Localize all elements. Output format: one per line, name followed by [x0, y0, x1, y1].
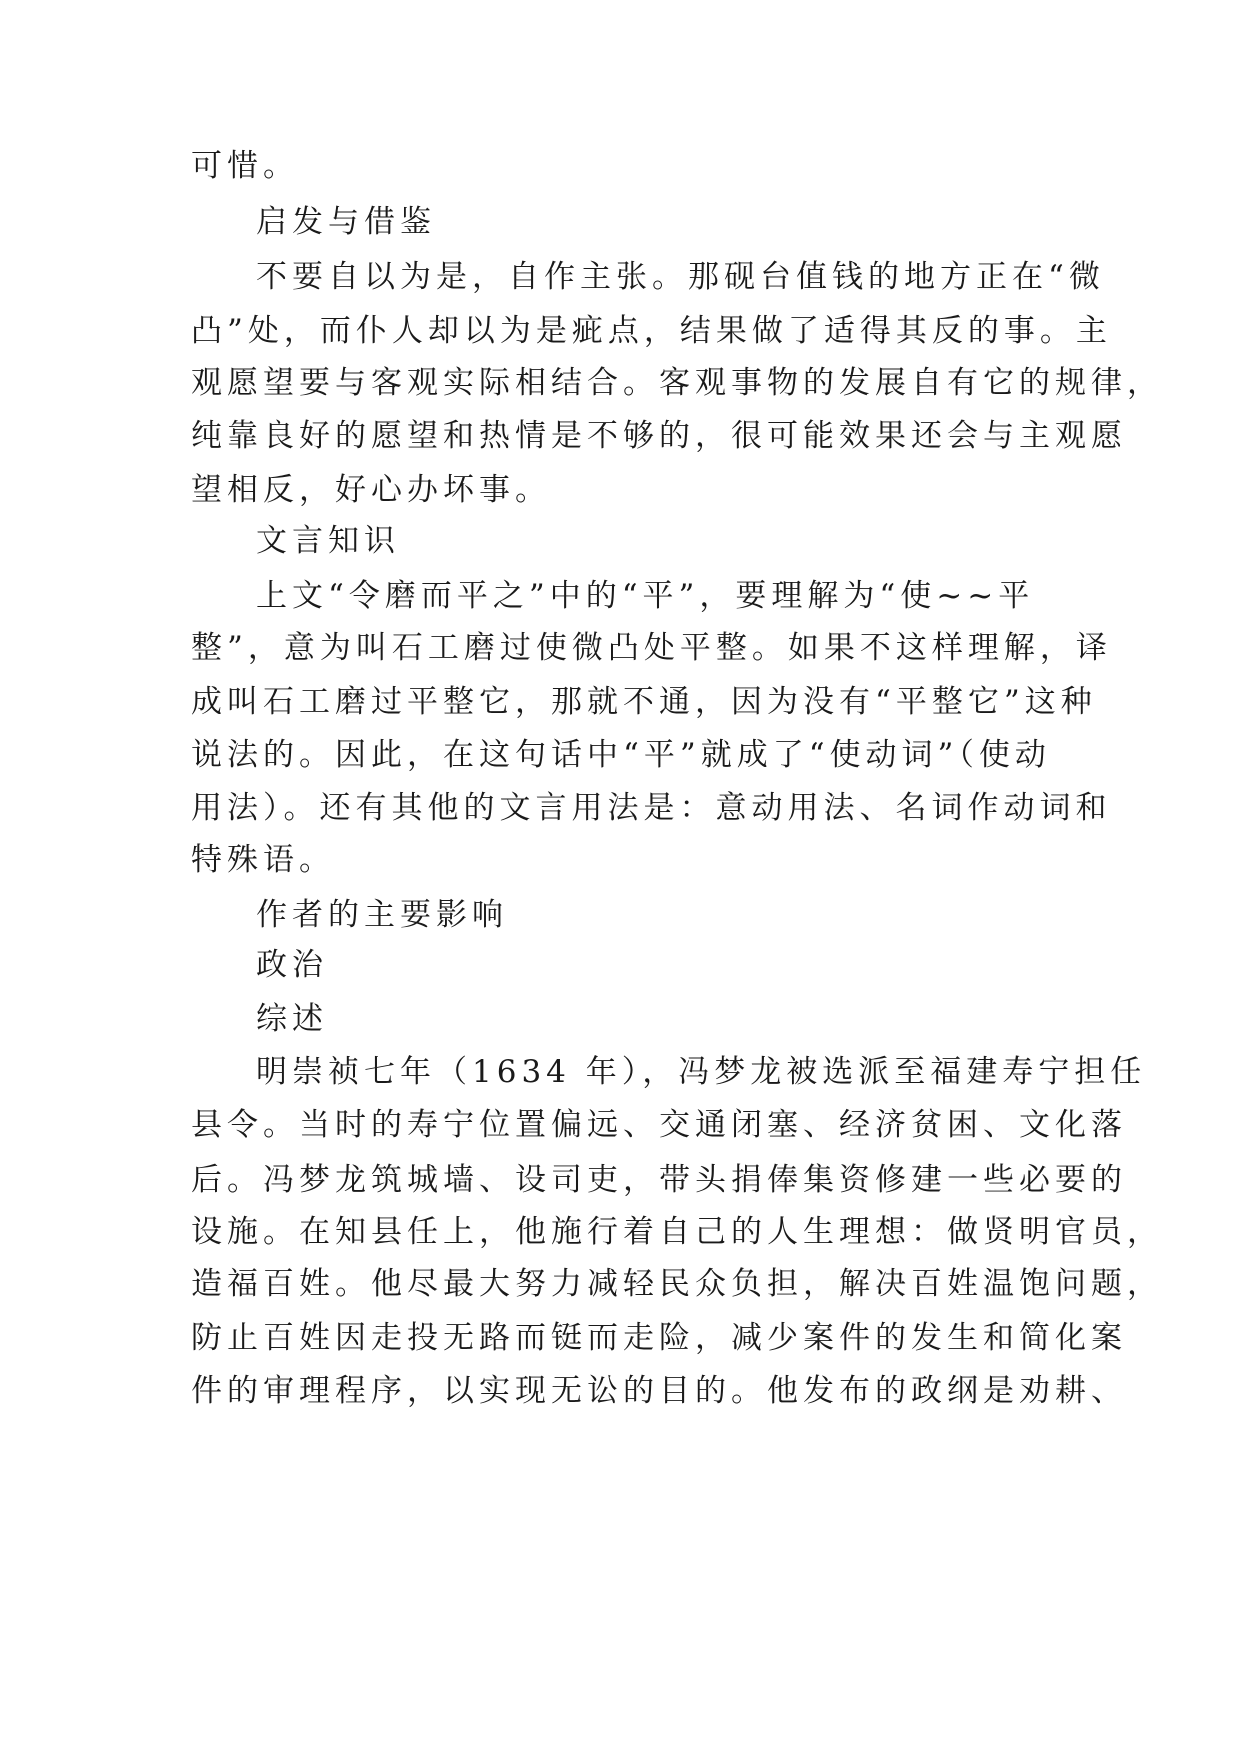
text-line: 造福百姓。他尽最大努力减轻民众负担，解决百姓温饱问题，	[191, 1266, 1163, 1302]
text-line: 纯靠良好的愿望和热情是不够的，很可能效果还会与主观愿	[191, 418, 1127, 454]
text-line: 上文“令磨而平之”中的“平”，要理解为“使~~平	[256, 578, 1035, 614]
section-heading: 综述	[256, 1001, 328, 1037]
section-heading: 启发与借鉴	[256, 204, 436, 240]
text-line: 整”，意为叫石工磨过使微凸处平整。如果不这样理解，译	[191, 630, 1112, 666]
text-line: 凸”处，而仆人却以为是疵点，结果做了适得其反的事。主	[191, 313, 1112, 349]
text-line: 望相反，好心办坏事。	[191, 472, 551, 508]
text-line: 后。冯梦龙筑城墙、设司吏，带头捐俸集资修建一些必要的	[191, 1162, 1127, 1198]
text-line: 用法）。还有其他的文言用法是：意动用法、名词作动词和	[191, 790, 1112, 826]
text-line: 设施。在知县任上，他施行着自己的人生理想：做贤明官员，	[191, 1214, 1163, 1250]
text-line: 明崇祯七年（1634 年），冯梦龙被选派至福建寿宁担任	[256, 1054, 1147, 1090]
section-heading: 作者的主要影响	[256, 897, 508, 933]
text-line: 成叫石工磨过平整它，那就不通，因为没有“平整它”这种	[191, 684, 1097, 720]
text-line: 县令。当时的寿宁位置偏远、交通闭塞、经济贫困、文化落	[191, 1107, 1127, 1143]
text-line: 观愿望要与客观实际相结合。客观事物的发展自有它的规律，	[191, 365, 1163, 401]
text-line: 说法的。因此，在这句话中“平”就成了“使动词”（使动	[191, 737, 1051, 773]
text-line: 不要自以为是，自作主张。那砚台值钱的地方正在“微	[256, 259, 1105, 295]
text-line: 特殊语。	[191, 842, 335, 878]
section-heading: 政治	[256, 947, 328, 983]
text-line: 防止百姓因走投无路而铤而走险，减少案件的发生和简化案	[191, 1320, 1127, 1356]
text-line: 可惜。	[191, 148, 299, 184]
section-heading: 文言知识	[256, 523, 400, 559]
text-line: 件的审理程序，以实现无讼的目的。他发布的政纲是劝耕、	[191, 1373, 1127, 1409]
